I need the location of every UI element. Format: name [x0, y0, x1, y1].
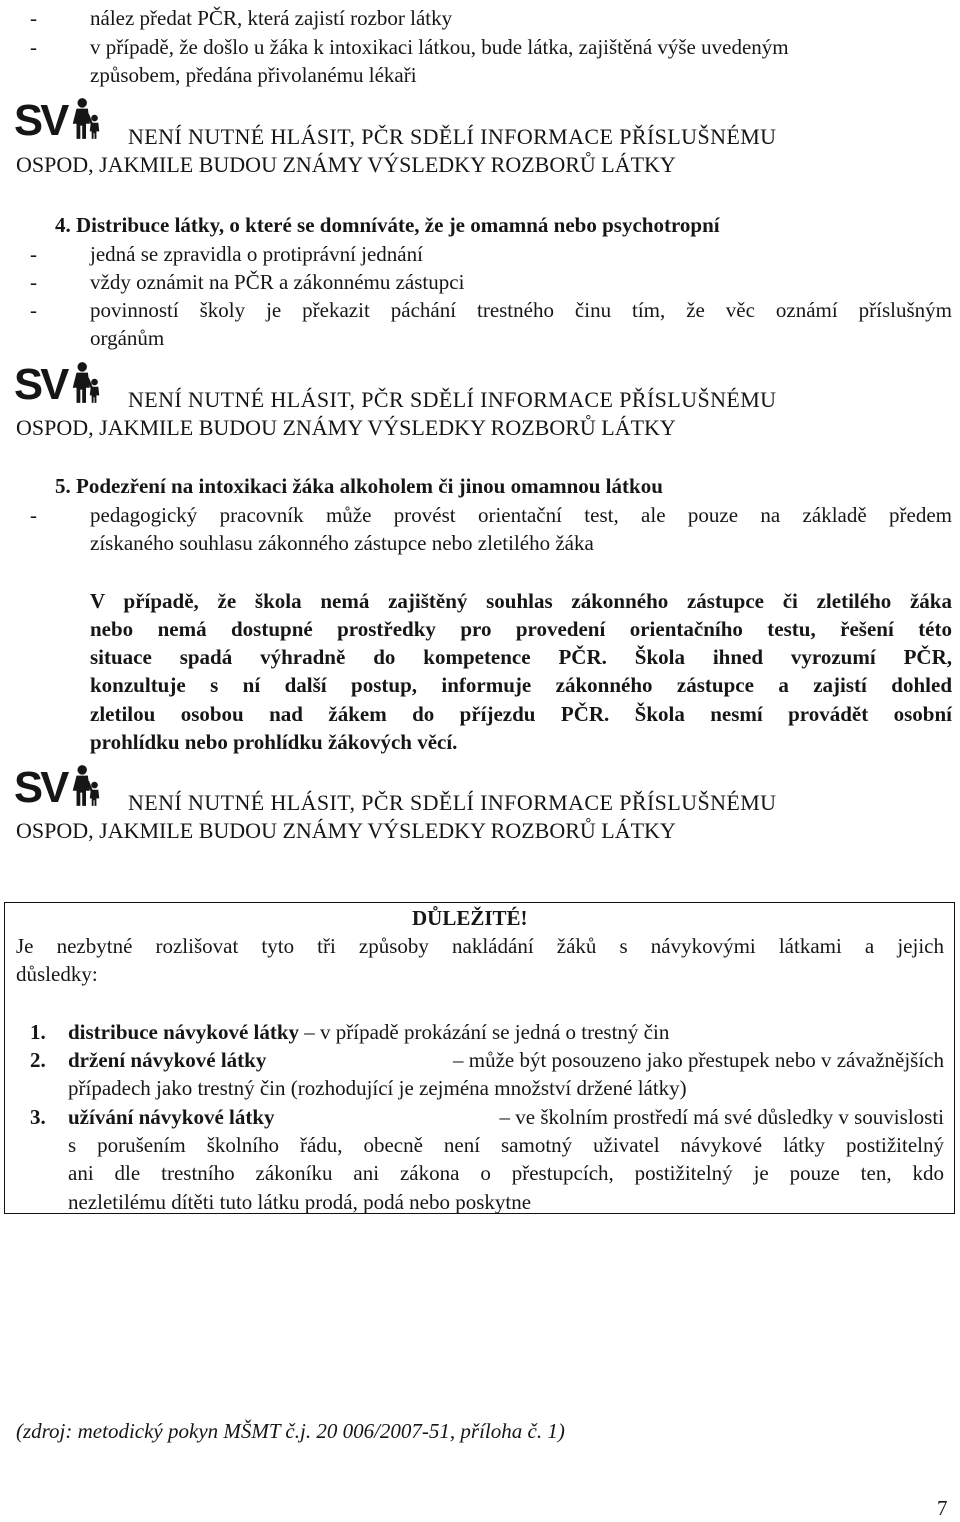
- box-item-number: 3.: [30, 1105, 46, 1129]
- box-intro-line-2: důsledky:: [16, 962, 98, 986]
- page-number: 7: [937, 1496, 948, 1520]
- box-intro-line-1: Je nezbytné rozlišovat tyto tři způsoby nakládání žáků s návykovými látkami a jejich: [16, 934, 944, 958]
- section-5-heading: 5. Podezření na intoxikaci žáka alkoholem či jinou omamnou látkou: [55, 474, 663, 498]
- top-item-2: v případě, že došlo u žáka k intoxikaci látkou, bude látka, zajištěná výše uvedeným: [90, 35, 789, 59]
- section-4-item-1: jedná se zpravidla o protiprávní jednání: [90, 242, 423, 266]
- section-4-item-3-cont: orgánům: [90, 326, 165, 350]
- box-item-number: 1.: [30, 1020, 46, 1044]
- bullet-dash: -: [30, 6, 37, 30]
- box-item-text: případech jako trestný čin (rozhodující je zejména množství držené látky): [68, 1076, 687, 1100]
- bullet-dash: -: [30, 35, 37, 59]
- box-item-text: – v případě prokázání se jedná o trestný čin: [304, 1020, 670, 1044]
- top-item-2-cont: způsobem, předána přivolanému lékaři: [90, 63, 417, 87]
- section-5-item-line-1: pedagogický pracovník může provést orientační test, ale pouze na základě předem: [90, 503, 952, 527]
- bullet-dash: -: [30, 298, 37, 322]
- sv-logo-icon: [14, 763, 104, 809]
- section-5-paragraph-line: situace spadá výhradně do kompetence PČR. Škola ihned vyrozumí PČR,: [90, 645, 952, 669]
- section-4-heading: 4. Distribuce látky, o které se domníváte, že je omamná nebo psychotropní: [55, 213, 720, 237]
- notice-line-2: OSPOD, JAKMILE BUDOU ZNÁMY VÝSLEDKY ROZBORŮ LÁTKY: [16, 152, 676, 177]
- box-title: DŮLEŽITÉ!: [412, 906, 528, 930]
- box-item-text: nezletilému dítěti tuto látku prodá, podá nebo poskytne: [68, 1190, 532, 1214]
- box-item-number: 2.: [30, 1048, 46, 1072]
- box-item-text: ani dle trestního zákoníku ani zákona o přestupcích, postižitelný je pouze ten, kdo: [68, 1161, 944, 1185]
- bullet-dash: -: [30, 503, 37, 527]
- section-5-paragraph-line: prohlídku nebo prohlídku žákových věcí.: [90, 730, 458, 754]
- sv-logo-icon: [14, 96, 104, 142]
- section-5-paragraph-line: nebo nemá dostupné prostředky pro provedení orientačního testu, řešení této: [90, 617, 952, 641]
- box-item-term: užívání návykové látky: [68, 1105, 275, 1129]
- section-5-paragraph-line: konzultuje s ní další postup, informuje zákonného zástupce a zajistí dohled: [90, 673, 952, 697]
- box-item-term: distribuce návykové látky: [68, 1020, 300, 1044]
- section-5-paragraph-line: V případě, že škola nemá zajištěný souhlas zákonného zástupce či zletilého žáka: [90, 589, 952, 613]
- notice-line-2: OSPOD, JAKMILE BUDOU ZNÁMY VÝSLEDKY ROZBORŮ LÁTKY: [16, 818, 676, 843]
- box-item-text: – může být posouzeno jako přestupek nebo v závažnějších: [452, 1048, 944, 1072]
- section-5-paragraph-line: zletilou osobou nad žákem do příjezdu PČR. Škola nesmí provádět osobní: [90, 702, 952, 726]
- notice-line-2: OSPOD, JAKMILE BUDOU ZNÁMY VÝSLEDKY ROZBORŮ LÁTKY: [16, 415, 676, 440]
- section-4-item-2: vždy oznámit na PČR a zákonnému zástupci: [90, 270, 465, 294]
- top-item-1: nález předat PČR, která zajistí rozbor látky: [90, 6, 453, 30]
- notice-line-1: NENÍ NUTNÉ HLÁSIT, PČR SDĚLÍ INFORMACE PŘÍSLUŠNÉMU: [128, 387, 777, 412]
- box-item-text: s porušením školního řádu, obecně není samotný uživatel návykové látky postižitelný: [68, 1133, 944, 1157]
- box-item-1-line: [68, 1018, 669, 1046]
- box-item-2-line: [68, 1046, 944, 1074]
- bullet-dash: -: [30, 270, 37, 294]
- notice-line-1: NENÍ NUTNÉ HLÁSIT, PČR SDĚLÍ INFORMACE PŘÍSLUŠNÉMU: [128, 124, 777, 149]
- bullet-dash: -: [30, 242, 37, 266]
- sv-logo-icon: [14, 360, 104, 406]
- section-5-item-line-2: získaného souhlasu zákonného zástupce nebo zletilého žáka: [90, 531, 594, 555]
- source-citation: (zdroj: metodický pokyn MŠMT č.j. 20 006/2007-51, příloha č. 1): [16, 1419, 565, 1443]
- section-4-item-3: povinností školy je překazit páchání trestného činu tím, že věc oznámí příslušným: [90, 298, 952, 322]
- notice-line-1: NENÍ NUTNÉ HLÁSIT, PČR SDĚLÍ INFORMACE PŘÍSLUŠNÉMU: [128, 790, 777, 815]
- box-item-text: – ve školním prostředí má své důsledky v souvislosti: [499, 1105, 944, 1129]
- box-item-term: držení návykové látky: [68, 1048, 267, 1072]
- box-item-3-line: [68, 1103, 944, 1131]
